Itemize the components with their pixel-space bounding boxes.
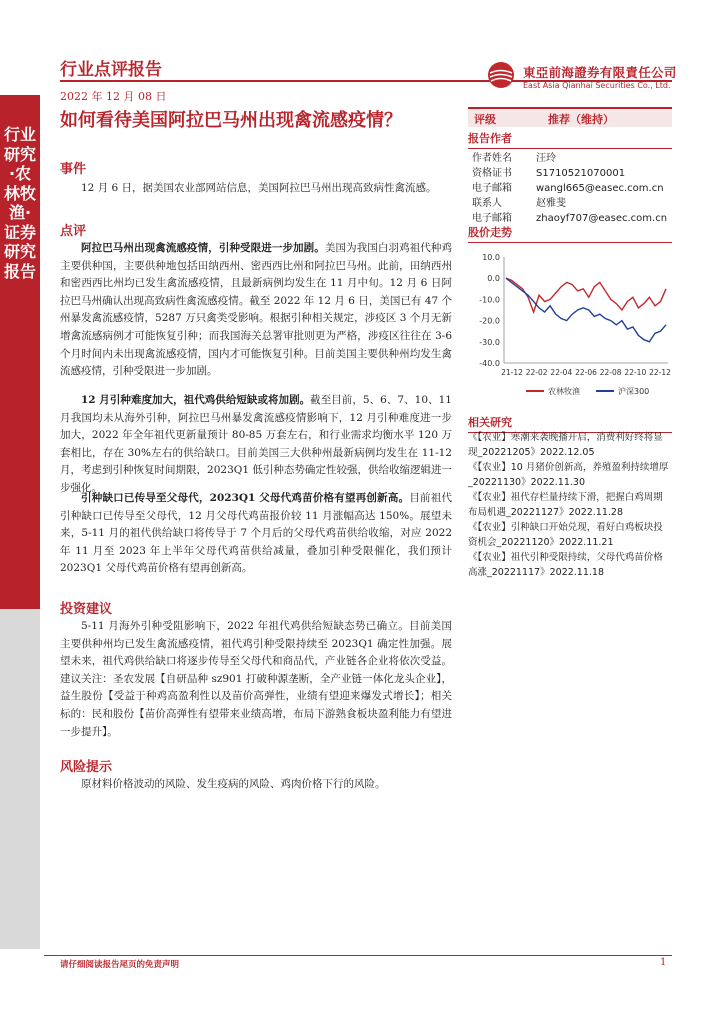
invest-paragraph: 5-11 月海外引种受阻影响下，2022 年祖代鸡供给短缺态势已确立。目前美国主要供种州均已发生禽流感疫情，祖代鸡引种受限持续至 2023Q1 确定性加强。展望未来，祖代鸡供给缺口将逐步传导至父母代和商品代，产业链各企业将依次受益。建议关注：圣农发展【自研品种 sz901 打破种源垄断，全产业链一体化龙头企业】，益生股份【受益于种鸡高盈利性以及苗价高弹性，业绩有望迎来爆发式增长】；相关标的：民和股份【苗价高弹性有望带来业绩高增，布局下游熟食板块盈利能力有望进一步提升】。 bbox=[60, 620, 452, 738]
comment-p3-lead: 引种缺口已传导至父母代，2023Q1 父母代鸡苗价格有望再创新高。 bbox=[81, 492, 410, 504]
y-tick-label: -10.0 bbox=[479, 295, 500, 305]
comment-p2-lead: 12 月引种难度加大，祖代鸡供给短缺或将加剧。 bbox=[81, 394, 311, 406]
legend-label: 农林牧渔 bbox=[548, 387, 580, 396]
comment-paragraph-1 bbox=[60, 240, 452, 381]
series-line-index bbox=[506, 278, 666, 342]
stock-chart bbox=[470, 245, 674, 405]
comment-paragraph-2 bbox=[60, 392, 452, 498]
author-row-value: 赵雅斐 bbox=[536, 198, 566, 209]
comment-p1-body: 美国为我国白羽鸡祖代种鸡主要供种国，主要供种地包括田纳西州、密西西比州和阿拉巴马州。此前，田纳西州和密西西比州均已发生禽流感疫情，且最新病例均发生在 11 月中旬。12 月 6 日阿拉巴马州确认出现高致病性禽流感疫情。截至 2022 年 12 月 6 日，美国已有 47 个州暴发禽流感疫情，5287 万只禽类受影响。根据引种相关规定，涉疫区 3 个月无新增禽流感病例才可能恢复引种；而我国海关总署审批则更为严格，涉疫区往往在 3-6 个月时间内未出现禽流感疫情，国内才可能恢复引种。目前美国主要供种州均发生禽流感疫情，引种受限进一步加剧。 bbox=[60, 242, 453, 378]
related-item[interactable]: 《【农业】祖代引种受限持续，父母代鸡苗价格高涨_20221117》2022.11.18 bbox=[468, 552, 663, 578]
chart-head: 股价走势 bbox=[468, 224, 672, 243]
y-tick-label: -20.0 bbox=[479, 316, 500, 326]
author-row bbox=[472, 194, 566, 209]
author-row bbox=[472, 209, 667, 224]
report-title: 如何看待美国阿拉巴马州出现禽流感疫情？ bbox=[60, 110, 402, 131]
author-row-value: wangl665@easec.com.cn bbox=[536, 183, 664, 194]
related-item[interactable]: 《【农业】引种缺口开始兑现，看好白鸡板块投资机会_20221120》2022.11.21 bbox=[468, 522, 663, 548]
sidebar bbox=[0, 95, 40, 609]
section-event-head: 事件 bbox=[60, 162, 87, 177]
related-item[interactable]: 《【农业】寒潮来袭晚播开启，消费利好终将显现_20221205》2022.12.05 bbox=[468, 432, 663, 458]
authors-head: 报告作者 bbox=[468, 130, 672, 149]
x-tick-label: 21-12 bbox=[501, 368, 523, 377]
y-tick-label: -30.0 bbox=[479, 337, 500, 347]
y-tick-label: 0.0 bbox=[487, 274, 500, 284]
company-logo-icon bbox=[486, 60, 516, 90]
author-row-key: 资格证书 bbox=[472, 168, 512, 179]
x-tick-label: 22-04 bbox=[550, 368, 573, 377]
comment-paragraph-3 bbox=[60, 490, 452, 578]
author-row-key: 联系人 bbox=[472, 198, 502, 209]
author-row-value: 汪玲 bbox=[536, 153, 556, 164]
author-row-key: 电子邮箱 bbox=[472, 183, 512, 194]
comment-p3-body: 目前祖代引种缺口已传导至父母代，12 月父母代鸡苗报价较 11 月涨幅高达 150%。展望未来，5-11 月的祖代供给缺口将传导于 7 个月后的父母代鸡苗供给收缩，对应 2022 年 11 月至 2023 年上半年父母代鸡苗供给减量，叠加引种受限催化，我们预计 2023Q1 父母代鸡苗价格有望再创新高。 bbox=[60, 492, 452, 575]
comment-p2-body: 截至目前，5、6、7、10、11 月我国均未从海外引种，阿拉巴马州暴发禽流感疫情影响下，12 月引种难度进一步加大，2022 年全年祖代更新量预计 80-85 万套左右，和行业需求均衡水平 120 万套相比，存在 30%左右的供给缺口。目前美国三大供种州最新病例均发生在 11-12 月，考虑到引种恢复时间期限，2023Q1 低引种态势确定性较强，供给收缩逻辑进一步强化。 bbox=[60, 394, 452, 494]
company-name-cn: 東亞前海證券有限責任公司 bbox=[523, 65, 677, 80]
risk-paragraph: 原材料价格波动的风险、发生疫病的风险、鸡肉价格下行的风险。 bbox=[81, 778, 386, 790]
author-row bbox=[472, 149, 556, 164]
related-item[interactable]: 《【农业】祖代存栏量持续下滑，把握白鸡周期布局机遇_20221127》2022.11.28 bbox=[468, 492, 663, 518]
company-name-en: East Asia Qianhai Securities Co., Ltd. bbox=[523, 81, 671, 90]
rating-value: 推荐（维持） bbox=[548, 113, 614, 126]
author-row-key: 作者姓名 bbox=[472, 153, 512, 164]
doc-type: 行业点评报告 bbox=[60, 60, 162, 80]
x-tick-label: 22-02 bbox=[525, 368, 548, 377]
disclaimer-note[interactable]: 请仔细阅读报告尾页的免责声明 bbox=[60, 960, 180, 970]
author-row-value: S1710521070001 bbox=[536, 168, 626, 179]
stock-chart-svg bbox=[470, 245, 674, 405]
author-row bbox=[472, 179, 664, 194]
section-comment-head: 点评 bbox=[60, 224, 87, 239]
x-tick-label: 22-10 bbox=[624, 368, 647, 377]
sidebar-grey-band bbox=[0, 609, 40, 949]
report-date: 2022 年 12 月 08 日 bbox=[60, 90, 167, 103]
y-tick-label: -40.0 bbox=[479, 359, 500, 368]
y-tick-label: 10.0 bbox=[482, 253, 500, 262]
rating-bar bbox=[468, 107, 672, 127]
footer-rule bbox=[44, 955, 672, 956]
x-tick-label: 22-08 bbox=[599, 368, 622, 377]
x-tick-label: 22-12 bbox=[649, 368, 671, 377]
author-row-key: 电子邮箱 bbox=[472, 213, 512, 224]
legend-label: 沪深300 bbox=[618, 387, 650, 396]
author-row-value: zhaoyf707@easec.com.cn bbox=[536, 213, 668, 224]
rating-label: 评级 bbox=[474, 113, 496, 126]
series-line-sector bbox=[506, 278, 666, 312]
event-paragraph: 12 月 6 日，据美国农业部网站信息，美国阿拉巴马州出现高致病性禽流感。 bbox=[81, 182, 437, 194]
sidebar-label: 行业研究·农林牧渔·证券研究报告 bbox=[4, 125, 37, 281]
x-tick-label: 22-06 bbox=[575, 368, 597, 377]
comment-p1-lead: 阿拉巴马州出现禽流感疫情，引种受限进一步加剧。 bbox=[81, 242, 325, 254]
related-head: 相关研究 bbox=[468, 414, 672, 433]
section-invest-head: 投资建议 bbox=[60, 602, 113, 617]
related-item[interactable]: 《【农业】10 月猪价创新高，养殖盈利持续增厚_20221130》2022.11.30 bbox=[468, 462, 669, 488]
section-risk-head: 风险提示 bbox=[60, 760, 113, 775]
author-row bbox=[472, 164, 625, 179]
page-number: 1 bbox=[660, 957, 667, 968]
